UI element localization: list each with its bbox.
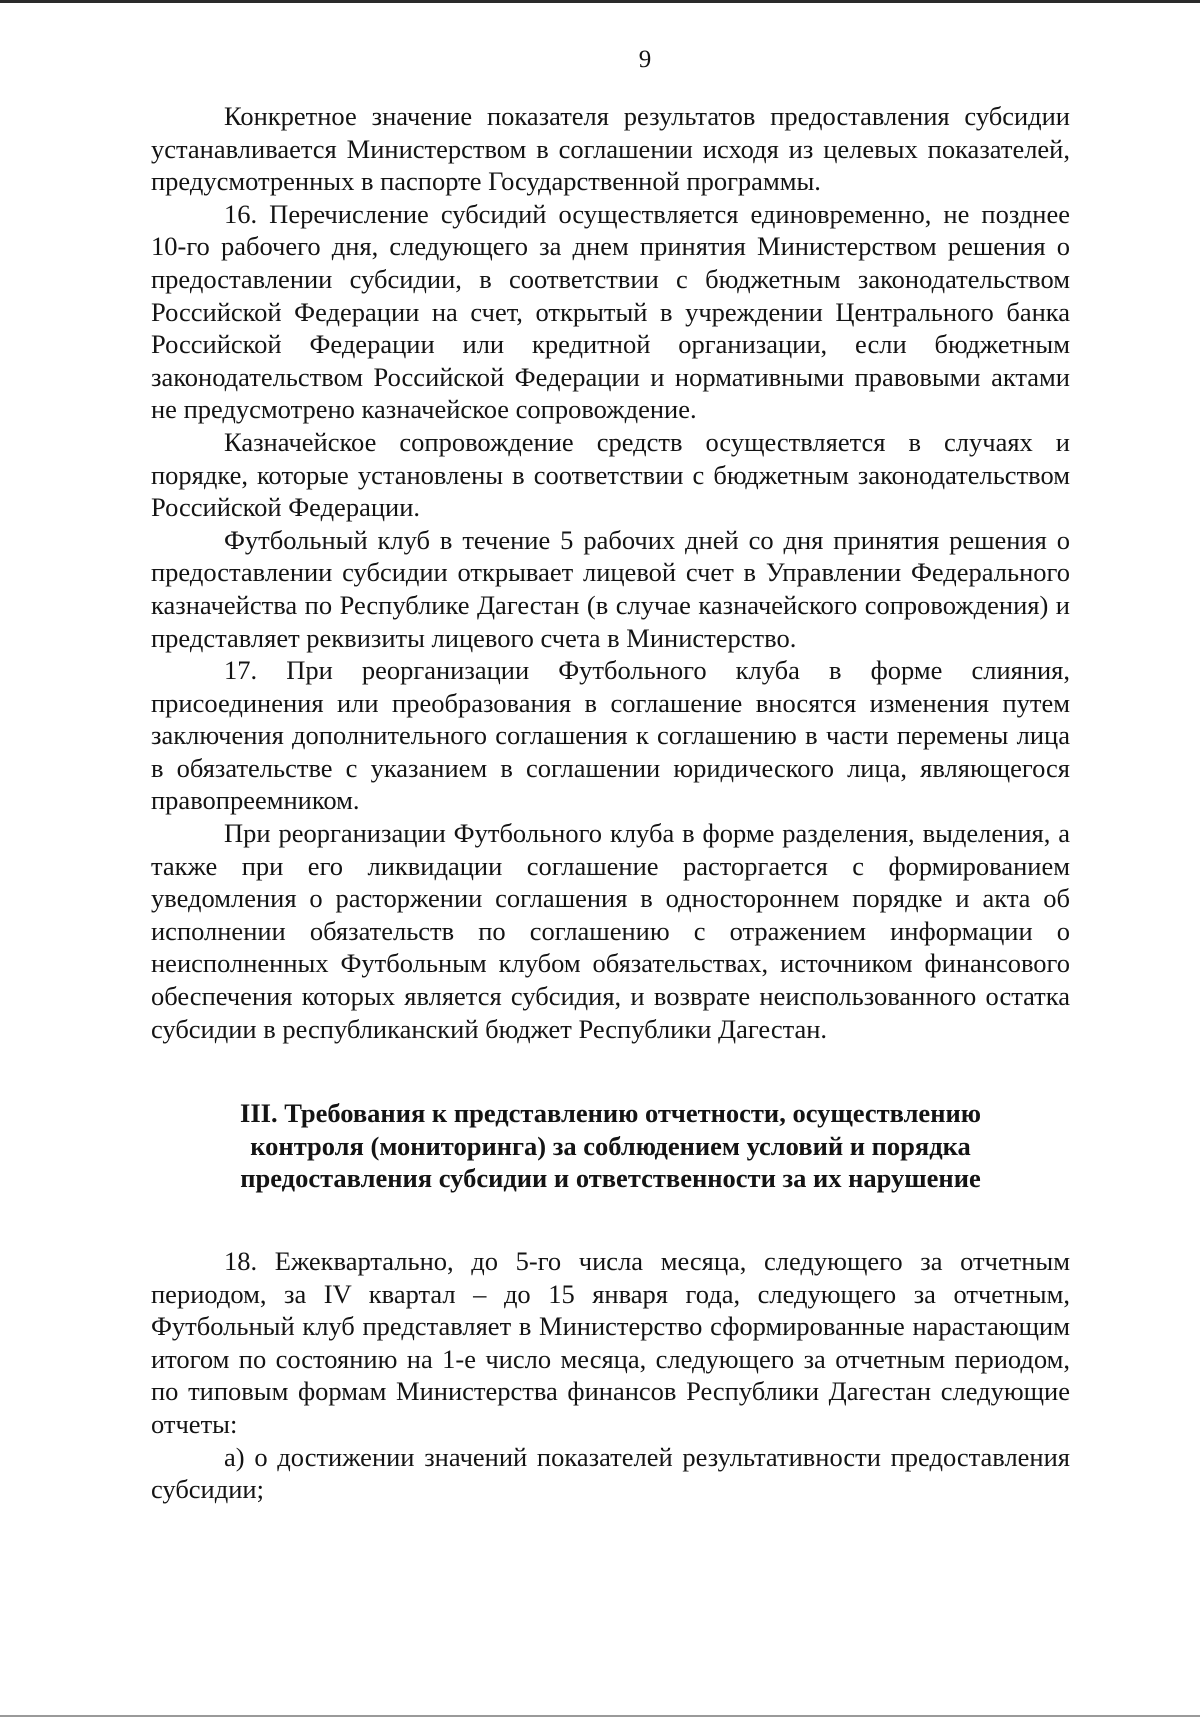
paragraph-18-reports: 18. Ежеквартально, до 5-го числа месяца, следующего за отчетным периодом, за IV квартал – до 15 января года, следующего за отчетным, Футбольный клуб представляет в Министерство сформированные нарастающим итогом по состоянию на 1-е число месяца, следующего за отчетным периодом, по типовым формам Министерства финансов Республики Дагестан следующие отчеты: (151, 1246, 1070, 1439)
paragraph-personal-account: Футбольный клуб в течение 5 рабочих дней со дня принятия решения о предоставлении субсидии открывает лицевой счет в Управлении Федерального казначейства по Республике Дагестан (в случае казначейского сопровождения) и представляет реквизиты лицевого счета в Министерство. (151, 524, 1070, 653)
list-item-a: а) о достижении значений показателей результативности предоставления субсидии; (151, 1441, 1070, 1505)
paragraph-result-indicator: Конкретное значение показателя результатов предоставления субсидии устанавливается Министерством в соглашении исходя из целевых показателей, предусмотренных в паспорте Государственной программы. (151, 101, 1070, 197)
paragraph-termination: При реорганизации Футбольного клуба в форме разделения, выделения, а также при его ликвидации соглашение расторгается с формированием уведомления о расторжении соглашения в одностороннем порядке и акта об исполнении обязательств по соглашению с отражением информации о неисполненных Футбольным клубом обязательствах, источником финансового обеспечения которых является субсидия, и возврате неиспользованного остатка субсидии в республиканский бюджет Республики Дагестан. (151, 818, 1070, 1044)
paragraph-treasury-support: Казначейское сопровождение средств осуществляется в случаях и порядке, которые установлены в соответствии с бюджетным законодательством Российской Федерации. (151, 426, 1070, 523)
page-number: 9 (638, 46, 652, 73)
document-body (151, 100, 1070, 1506)
scan-top-edge (0, 0, 1200, 3)
section-heading-iii: III. Требования к представлению отчетности, осуществлению контроля (мониторинга) за соблюдением условий и порядка предоставления субсидии и ответственности за их нарушение (240, 1098, 981, 1194)
paragraph-17-reorganization: 17. При реорганизации Футбольного клуба в форме слияния, присоединения или преобразования в соглашение вносятся изменения путем заключения дополнительного соглашения к соглашению в части перемены лица в обязательстве с указанием в соглашении юридического лица, являющегося правопреемником. (151, 655, 1070, 816)
paragraph-16-transfer: 16. Перечисление субсидий осуществляется единовременно, не позднее 10-го рабочего дня, следующего за днем принятия Министерством решения о предоставлении субсидии, в соответствии с бюджетным законодательством Российской Федерации на счет, открытый в учреждении Центрального банка Российской Федерации или кредитной организации, если бюджетным законодательством Российской Федерации и нормативными правовыми актами не предусмотрено казначейское сопровождение. (151, 198, 1070, 425)
